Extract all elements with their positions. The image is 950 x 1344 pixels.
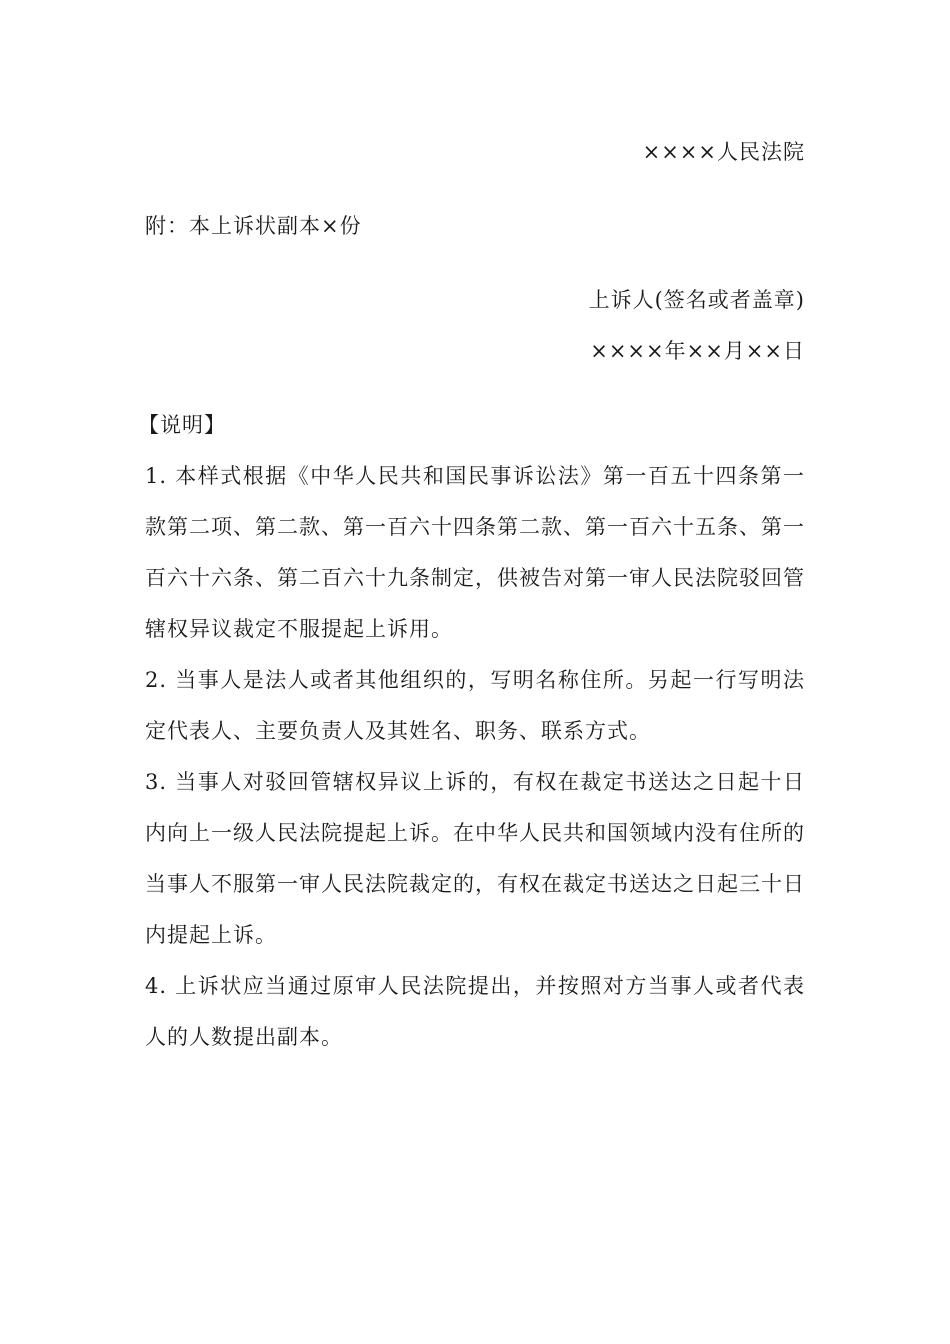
appellant-signature: 上诉人(签名或者盖章) bbox=[588, 288, 805, 312]
note-item-3: 3. 当事人对驳回管辖权异议上诉的，有权在裁定书送达之日起十日内向上一级人民法院提起上诉。在中华人民共和国领域内没有住所的当事人不服第一审人民法院裁定的，有权在裁定书送达之日起三十日内提起上诉。 bbox=[145, 770, 805, 947]
note-item-4: 4. 上诉状应当通过原审人民法院提出，并按照对方当事人或者代表人的人数提出副本。 bbox=[145, 974, 805, 1049]
notes-heading: 【说明】 bbox=[138, 413, 226, 437]
note-item-1: 1. 本样式根据《中华人民共和国民事诉讼法》第一百五十四条第一款第二项、第二款、第一百六十四条第二款、第一百六十五条、第一百六十六条、第二百六十九条制定，供被告对第一审人民法院驳回管辖权异议裁定不服提起上诉用。 bbox=[145, 464, 805, 641]
attachment-line: 附：本上诉状副本×份 bbox=[145, 214, 362, 238]
court-name: ××××人民法院 bbox=[642, 140, 805, 164]
document-date: ××××年××月××日 bbox=[590, 339, 805, 363]
note-item-2: 2. 当事人是法人或者其他组织的，写明名称住所。另起一行写明法定代表人、主要负责人及其姓名、职务、联系方式。 bbox=[145, 668, 805, 743]
